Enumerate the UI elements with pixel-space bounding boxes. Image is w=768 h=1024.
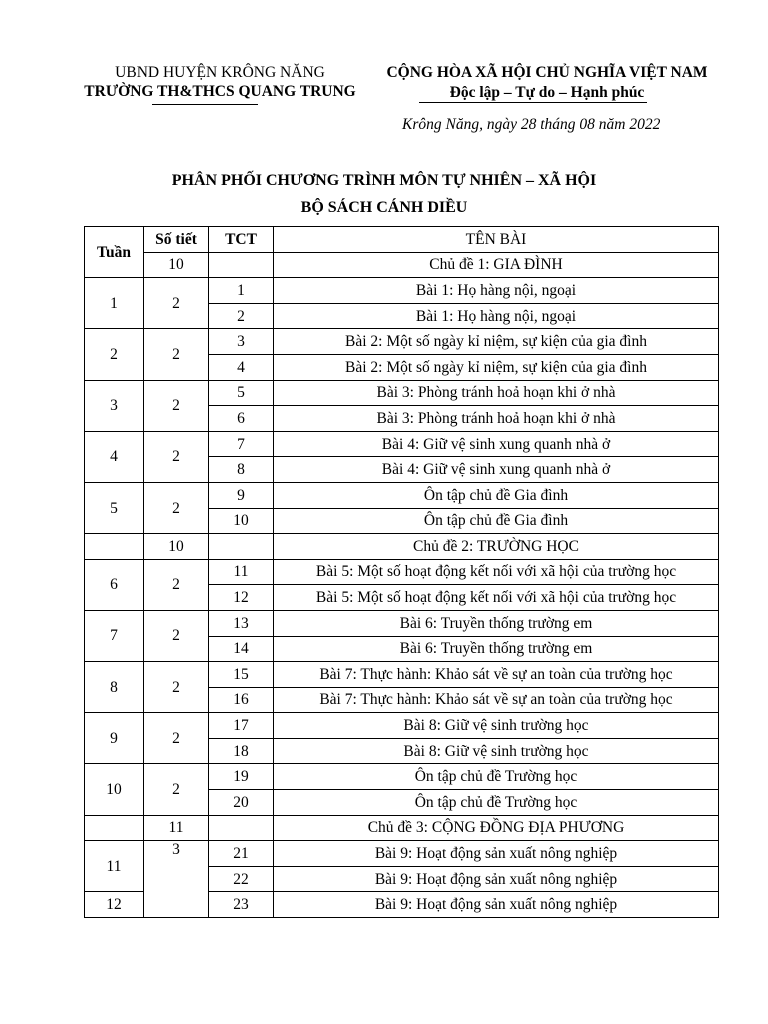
week-cell: 10 bbox=[85, 764, 144, 815]
week-cell: 1 bbox=[85, 278, 144, 329]
col-periods-header: Số tiết bbox=[144, 227, 209, 253]
topic-week bbox=[85, 534, 144, 560]
periods-cell: 2 bbox=[144, 662, 209, 713]
tct-cell: 15 bbox=[209, 662, 274, 688]
lesson-cell: Bài 4: Giữ vệ sinh xung quanh nhà ở bbox=[274, 457, 719, 483]
tct-cell: 20 bbox=[209, 790, 274, 816]
lesson-cell: Ôn tập chủ đề Trường học bbox=[274, 764, 719, 790]
lesson-cell: Bài 9: Hoạt động sản xuất nông nghiệp bbox=[274, 841, 719, 867]
tct-cell: 10 bbox=[209, 508, 274, 534]
tct-cell: 7 bbox=[209, 431, 274, 457]
col-lesson-header: TÊN BÀI bbox=[274, 227, 719, 253]
topic-tct bbox=[209, 815, 274, 841]
lesson-cell: Bài 8: Giữ vệ sinh trường học bbox=[274, 713, 719, 739]
topic-periods: 10 bbox=[144, 252, 209, 278]
topic-periods: 11 bbox=[144, 815, 209, 841]
week-cell: 9 bbox=[85, 713, 144, 764]
tct-cell: 16 bbox=[209, 687, 274, 713]
lesson-cell: Bài 3: Phòng tránh hoả hoạn khi ở nhà bbox=[274, 380, 719, 406]
lesson-cell: Bài 9: Hoạt động sản xuất nông nghiệp bbox=[274, 892, 719, 918]
tct-cell: 23 bbox=[209, 892, 274, 918]
periods-cell: 2 bbox=[144, 559, 209, 610]
topic-name: Chủ đề 3: CỘNG ĐỒNG ĐỊA PHƯƠNG bbox=[274, 815, 719, 841]
tct-cell: 22 bbox=[209, 866, 274, 892]
tct-cell: 13 bbox=[209, 610, 274, 636]
table-row bbox=[85, 764, 719, 790]
week-cell: 8 bbox=[85, 662, 144, 713]
document-title: PHÂN PHỐI CHƯƠNG TRÌNH MÔN TỰ NHIÊN – XÃ HỘI bbox=[171, 172, 597, 189]
week-cell: 2 bbox=[85, 329, 144, 380]
org-underline bbox=[152, 104, 258, 105]
tct-cell: 1 bbox=[209, 278, 274, 304]
topic-periods: 10 bbox=[144, 534, 209, 560]
table-row bbox=[85, 329, 719, 355]
topic-tct bbox=[209, 252, 274, 278]
table-row bbox=[85, 482, 719, 508]
week-cell: 6 bbox=[85, 559, 144, 610]
document-subtitle: BỘ SÁCH CÁNH DIỀU bbox=[300, 199, 468, 216]
topic-name: Chủ đề 1: GIA ĐÌNH bbox=[274, 252, 719, 278]
periods-cell: 2 bbox=[144, 713, 209, 764]
national-motto: Độc lập – Tự do – Hạnh phúc bbox=[449, 84, 645, 101]
topic-tct bbox=[209, 534, 274, 560]
week-cell: 7 bbox=[85, 610, 144, 661]
tct-cell: 8 bbox=[209, 457, 274, 483]
tct-cell: 2 bbox=[209, 303, 274, 329]
periods-cell: 2 bbox=[144, 278, 209, 329]
table-row bbox=[85, 278, 719, 304]
document-date: Krông Năng, ngày 28 tháng 08 năm 2022 bbox=[402, 116, 661, 133]
periods-cell: 3 bbox=[144, 841, 209, 918]
topic-name: Chủ đề 2: TRƯỜNG HỌC bbox=[274, 534, 719, 560]
lesson-cell: Bài 5: Một số hoạt động kết nối với xã hội của trường học bbox=[274, 559, 719, 585]
col-tct-header: TCT bbox=[209, 227, 274, 253]
tct-cell: 14 bbox=[209, 636, 274, 662]
periods-cell: 2 bbox=[144, 380, 209, 431]
tct-cell: 6 bbox=[209, 406, 274, 432]
motto-underline bbox=[419, 102, 647, 103]
lesson-cell: Ôn tập chủ đề Gia đình bbox=[274, 482, 719, 508]
tct-cell: 18 bbox=[209, 738, 274, 764]
lesson-cell: Bài 8: Giữ vệ sinh trường học bbox=[274, 738, 719, 764]
periods-cell: 2 bbox=[144, 329, 209, 380]
table-row bbox=[85, 713, 719, 739]
lesson-cell: Bài 6: Truyền thống trường em bbox=[274, 610, 719, 636]
week-cell: 5 bbox=[85, 482, 144, 533]
table-header-row bbox=[85, 227, 719, 253]
lesson-cell: Bài 4: Giữ vệ sinh xung quanh nhà ở bbox=[274, 431, 719, 457]
tct-cell: 21 bbox=[209, 841, 274, 867]
national-title: CỘNG HÒA XÃ HỘI CHỦ NGHĨA VIỆT NAM bbox=[386, 64, 708, 81]
table-row bbox=[85, 559, 719, 585]
tct-cell: 19 bbox=[209, 764, 274, 790]
topic-row bbox=[85, 252, 719, 278]
org-name-school: TRƯỜNG TH&THCS QUANG TRUNG bbox=[84, 83, 356, 100]
tct-cell: 3 bbox=[209, 329, 274, 355]
lesson-cell: Bài 2: Một số ngày kỉ niệm, sự kiện của gia đình bbox=[274, 354, 719, 380]
lesson-cell: Bài 9: Hoạt động sản xuất nông nghiệp bbox=[274, 866, 719, 892]
tct-cell: 9 bbox=[209, 482, 274, 508]
lesson-cell: Bài 6: Truyền thống trường em bbox=[274, 636, 719, 662]
table-row bbox=[85, 380, 719, 406]
lesson-cell: Bài 7: Thực hành: Khảo sát về sự an toàn của trường học bbox=[274, 662, 719, 688]
lesson-cell: Ôn tập chủ đề Gia đình bbox=[274, 508, 719, 534]
topic-week bbox=[85, 815, 144, 841]
periods-cell: 2 bbox=[144, 431, 209, 482]
lesson-cell: Bài 2: Một số ngày kỉ niệm, sự kiện của gia đình bbox=[274, 329, 719, 355]
table-row bbox=[85, 841, 719, 867]
tct-cell: 11 bbox=[209, 559, 274, 585]
table-row bbox=[85, 431, 719, 457]
topic-row bbox=[85, 815, 719, 841]
col-week-header: Tuần bbox=[85, 227, 144, 278]
org-name-district: UBND HUYỆN KRÔNG NĂNG bbox=[115, 64, 325, 81]
week-cell: 12 bbox=[85, 892, 144, 918]
lesson-cell: Bài 7: Thực hành: Khảo sát về sự an toàn của trường học bbox=[274, 687, 719, 713]
lesson-cell: Bài 1: Họ hàng nội, ngoại bbox=[274, 303, 719, 329]
lesson-cell: Bài 5: Một số hoạt động kết nối với xã hội của trường học bbox=[274, 585, 719, 611]
topic-row bbox=[85, 534, 719, 560]
table-row bbox=[85, 610, 719, 636]
lesson-cell: Ôn tập chủ đề Trường học bbox=[274, 790, 719, 816]
week-cell: 4 bbox=[85, 431, 144, 482]
periods-cell: 2 bbox=[144, 482, 209, 533]
periods-cell: 2 bbox=[144, 764, 209, 815]
curriculum-table bbox=[84, 226, 719, 918]
lesson-cell: Bài 3: Phòng tránh hoả hoạn khi ở nhà bbox=[274, 406, 719, 432]
tct-cell: 4 bbox=[209, 354, 274, 380]
table-row bbox=[85, 662, 719, 688]
tct-cell: 5 bbox=[209, 380, 274, 406]
periods-cell: 2 bbox=[144, 610, 209, 661]
week-cell: 3 bbox=[85, 380, 144, 431]
week-cell: 11 bbox=[85, 841, 144, 892]
tct-cell: 17 bbox=[209, 713, 274, 739]
lesson-cell: Bài 1: Họ hàng nội, ngoại bbox=[274, 278, 719, 304]
tct-cell: 12 bbox=[209, 585, 274, 611]
